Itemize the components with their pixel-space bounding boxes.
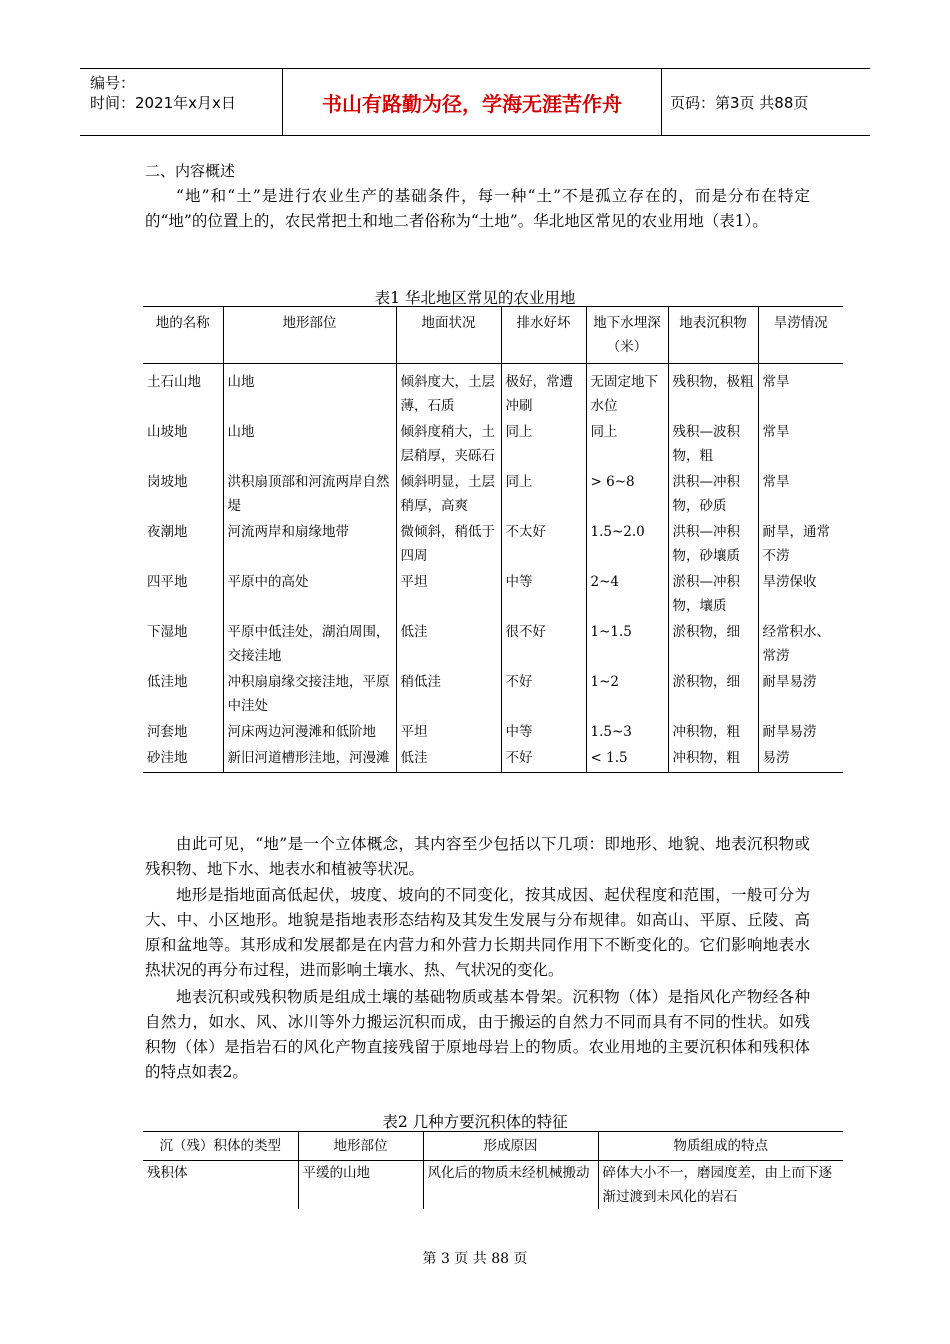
table-cell: 耐旱易涝 <box>758 718 843 744</box>
table-cell: 极好，常遭冲刷 <box>501 364 586 419</box>
table-cell: 常旱 <box>758 364 843 419</box>
table-cell: 洪积扇顶部和河流两岸自然堤 <box>223 468 396 518</box>
section-title: 二、内容概述 <box>145 162 236 180</box>
document-number-label: 编号： <box>90 74 136 92</box>
table-cell: 土石山地 <box>147 374 201 390</box>
table-cell: > 6~8 <box>586 468 668 518</box>
table-row <box>143 468 843 518</box>
document-date: 时间：2021年x月x日 <box>90 94 236 112</box>
table-cell: 1.5~3 <box>586 718 668 744</box>
table1-header-row <box>143 307 843 364</box>
table-cell: 不好 <box>501 744 586 773</box>
table-cell: 平坦 <box>396 568 501 618</box>
table-cell: 中等 <box>501 568 586 618</box>
table2-header-cell: 形成原因 <box>423 1132 598 1161</box>
body-paragraph: 地表沉积或残积物质是组成土壤的基础物质或基本骨架。沉积物（体）是指风化产物经各种自然力，如水、风、冰川等外力搬运沉积而成，由于搬运的自然力不同而具有不同的性状。如残积物（体）是指岩石的风化产物直接残留于原地母岩上的物质。农业用地的主要沉积体和残积体的特点如表2。 <box>145 988 810 1081</box>
table-cell: 倾斜度稍大，土层稍厚，夹砾石 <box>396 418 501 468</box>
table-cell: 山坡地 <box>147 424 188 440</box>
table-cell: 平原中的高处 <box>223 568 396 618</box>
table-cell: 山地 <box>223 364 396 419</box>
table-cell: 低洼 <box>396 618 501 668</box>
table2-sediment-types <box>143 1131 843 1209</box>
table-cell: < 1.5 <box>586 744 668 773</box>
table-cell: 耐旱易涝 <box>758 668 843 718</box>
table-cell: 冲积扇扇缘交接洼地，平原中洼处 <box>223 668 396 718</box>
table-cell: 无固定地下水位 <box>586 364 668 419</box>
table-cell: 淤积物，细 <box>668 668 758 718</box>
table2-caption: 表2 几种方要沉积体的特征 <box>382 1113 568 1131</box>
table1-header-cell: 排水好坏 <box>501 307 586 364</box>
table-cell: 微倾斜，稍低于四周 <box>396 518 501 568</box>
table-cell: 同上 <box>501 418 586 468</box>
table-cell: 常旱 <box>758 468 843 518</box>
table-row <box>143 744 843 773</box>
table-cell: 平缓的山地 <box>298 1161 423 1210</box>
header-page-info: 页码：第3页 共88页 <box>670 93 809 112</box>
table-cell: 岗坡地 <box>147 474 188 490</box>
table-cell: 1~1.5 <box>586 618 668 668</box>
intro-paragraph: “地”和“土”是进行农业生产的基础条件，每一种“土”不是孤立存在的，而是分布在特定的“地”的位置上的，农民常把土和地二者俗称为“土地”。华北地区常见的农业用地（表1）。 <box>145 187 810 230</box>
table-cell: 砂洼地 <box>147 750 188 766</box>
table-cell: 不太好 <box>501 518 586 568</box>
table-cell: 淤积—冲积物，壤质 <box>668 568 758 618</box>
table-cell: 低洼地 <box>147 674 188 690</box>
table-cell: 下湿地 <box>147 624 188 640</box>
table-cell: 残积—波积物，粗 <box>668 418 758 468</box>
table-cell: 倾斜明显，土层稍厚，高爽 <box>396 468 501 518</box>
table-row <box>143 568 843 618</box>
table-cell: 碎体大小不一，磨园度差，由上而下逐渐过渡到未风化的岩石 <box>598 1161 843 1210</box>
table-cell: 易涝 <box>758 744 843 773</box>
table-cell: 经常积水、常涝 <box>758 618 843 668</box>
table-cell: 山地 <box>223 418 396 468</box>
table-cell: 很不好 <box>501 618 586 668</box>
table-cell: 耐旱，通常不涝 <box>758 518 843 568</box>
table-cell: 淤积物，细 <box>668 618 758 668</box>
table-cell: 同上 <box>586 418 668 468</box>
table-cell: 平原中低洼处，湖泊周围，交接洼地 <box>223 618 396 668</box>
table-cell: 1.5~2.0 <box>586 518 668 568</box>
table2-header-row <box>143 1132 843 1161</box>
table-cell: 河套地 <box>147 724 188 740</box>
table-row <box>143 518 843 568</box>
table1-agricultural-land <box>143 306 843 773</box>
table-cell: 风化后的物质未经机械搬动 <box>423 1161 598 1210</box>
header-motto: 书山有路勤为径，学海无涯苦作舟 <box>282 69 662 135</box>
table-cell: 冲积物，粗 <box>668 744 758 773</box>
table-cell: 中等 <box>501 718 586 744</box>
table-cell: 夜潮地 <box>147 524 188 540</box>
page-header <box>80 68 870 136</box>
table-cell: 不好 <box>501 668 586 718</box>
table-row <box>143 618 843 668</box>
table-cell: 低洼 <box>396 744 501 773</box>
body-paragraph: 地形是指地面高低起伏，坡度、坡向的不同变化，按其成因、起伏程度和范围，一般可分为大、中、小区地形。地貌是指地表形态结构及其发生发展与分布规律。如高山、平原、丘陵、高原和盆地等。其形成和发展都是在内营力和外营力长期共同作用下不断变化的。它们影响地表水热状况的再分布过程，进而影响土壤水、热、气状况的变化。 <box>145 886 810 979</box>
table-cell: 2~4 <box>586 568 668 618</box>
table-cell: 稍低洼 <box>396 668 501 718</box>
table-row <box>143 364 843 419</box>
table-row <box>143 718 843 744</box>
table-cell: 残积体 <box>147 1165 188 1181</box>
table-cell: 同上 <box>501 468 586 518</box>
table-cell: 洪积—冲积物，砂壤质 <box>668 518 758 568</box>
table1-header-cell: 地面状况 <box>396 307 501 364</box>
table1-header-cell: 地表沉积物 <box>668 307 758 364</box>
table1-header-cell: 旱涝情况 <box>758 307 843 364</box>
table2-header-cell: 物质组成的特点 <box>598 1132 843 1161</box>
table-cell: 四平地 <box>147 574 188 590</box>
header-left-block <box>80 69 282 135</box>
table1-caption: 表1 华北地区常见的农业用地 <box>374 289 576 307</box>
body-paragraph: 由此可见，“地”是一个立体概念，其内容至少包括以下几项：即地形、地貌、地表沉积物或残积物、地下水、地表水和植被等状况。 <box>145 835 810 878</box>
table1-header-cell: 地形部位 <box>223 307 396 364</box>
page-footer: 第 3 页 共 88 页 <box>422 1251 528 1267</box>
table1-header-cell: 地下水埋深（米） <box>586 307 668 364</box>
table-cell: 新旧河道槽形洼地，河漫滩 <box>223 744 396 773</box>
table-cell: 1~2 <box>586 668 668 718</box>
table-cell: 河流两岸和扇缘地带 <box>223 518 396 568</box>
table-cell: 残积物，极粗 <box>668 364 758 419</box>
table2-header-cell: 沉（残）积体的类型 <box>143 1132 298 1161</box>
table-cell: 河床两边河漫滩和低阶地 <box>223 718 396 744</box>
table-cell: 平坦 <box>396 718 501 744</box>
table-cell: 旱涝保收 <box>758 568 843 618</box>
table1-header-cell: 地的名称 <box>143 307 223 364</box>
table-cell: 倾斜度大，土层薄，石质 <box>396 364 501 419</box>
table-cell: 冲积物，粗 <box>668 718 758 744</box>
table-row <box>143 668 843 718</box>
table-row <box>143 1161 843 1210</box>
table-row <box>143 418 843 468</box>
table2-header-cell: 地形部位 <box>298 1132 423 1161</box>
table-cell: 常旱 <box>758 418 843 468</box>
table-cell: 洪积—冲积物，砂质 <box>668 468 758 518</box>
